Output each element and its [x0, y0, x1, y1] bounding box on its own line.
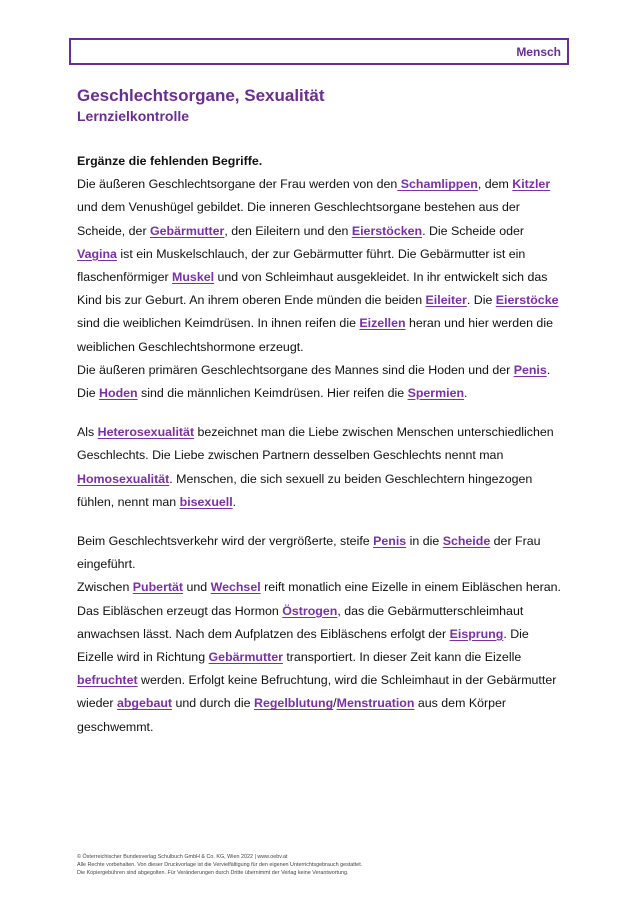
paragraph-text: und	[183, 580, 211, 595]
worksheet-content	[77, 150, 567, 739]
page-title: Geschlechtsorgane, Sexualität	[77, 86, 325, 105]
paragraph-text: Zwischen	[77, 580, 133, 595]
answer-term: Regelblutung	[254, 696, 334, 711]
answer-term: Muskel	[172, 270, 215, 285]
footer-line: Alle Rechte vorbehalten. Von dieser Druckvorlage ist die Vervielfältigung für den eigenen Unterrichtsgebrauch gestattet.	[77, 862, 363, 868]
answer-term: Wechsel	[210, 580, 261, 595]
answer-term: Penis	[513, 362, 547, 377]
paragraph-text: reift monatlich eine Eizelle in einem Eibläschen heran. Das Eibläschen erzeugt das Hormon	[77, 580, 561, 618]
section-label: Mensch	[516, 45, 561, 59]
paragraph-text: Die äußeren Geschlechtsorgane der Frau werden von den	[77, 177, 398, 192]
paragraphs	[77, 173, 567, 739]
page-subtitle: Lernzielkontrolle	[77, 108, 190, 124]
footer-line: Die Kopiergebühren sind abgegolten. Für Veränderungen durch Dritte übernimmt der Verlag keine Verantwortung.	[77, 870, 349, 876]
answer-term: Vagina	[77, 246, 117, 261]
paragraph-text: bezeichnet man die Liebe zwischen Menschen unterschiedlichen Geschlechts. Die Liebe zwischen Partnern desselben Geschlechts nennt man	[77, 425, 554, 463]
paragraph-text: und durch die	[172, 696, 255, 711]
paragraph-text: und von Schleimhaut ausgekleidet. In ihr entwickelt sich das Kind bis zur Geburt. An ihrem oberen Ende münden die beiden	[77, 270, 548, 308]
answer-term: bisexuell	[179, 494, 233, 509]
paragraph-text: . Menschen, die sich sexuell zu beiden Geschlechtern hingezogen fühlen, nennt man	[77, 471, 533, 509]
paragraph-text: sind die weiblichen Keimdrüsen. In ihnen reifen die	[77, 316, 360, 331]
answer-term: abgebaut	[116, 696, 173, 711]
paragraph-text: . Die Scheide oder	[422, 223, 525, 238]
paragraph-text: heran und hier werden die weiblichen Geschlechtshormone erzeugt.	[77, 316, 553, 354]
paragraph-text: . Die Eizelle wird in Richtung	[77, 626, 529, 665]
paragraph-text: sind die männlichen Keimdrüsen. Hier reifen die	[137, 386, 408, 401]
footer	[77, 853, 362, 877]
paragraph-text: . Die	[77, 362, 551, 401]
paragraph-text: /	[333, 696, 337, 711]
paragraph-text: der Frau eingeführt.	[77, 534, 541, 572]
paragraph-gap	[77, 405, 567, 421]
paragraph-text: transportiert. In dieser Zeit kann die Eizelle	[282, 650, 522, 665]
paragraph	[77, 173, 567, 359]
paragraph-text: Die äußeren primären Geschlechtsorgane des Mannes sind die Hoden und der	[77, 362, 514, 377]
answer-term: Homosexualität	[77, 471, 170, 486]
answer-term: Pubertät	[132, 580, 184, 595]
footer-line: © Österreichischer Bundesverlag Schulbuch GmbH & Co. KG, Wien 2022 | www.oebv.at	[77, 854, 288, 860]
answer-term: Eileiter	[425, 293, 467, 308]
paragraph-text: Beim Geschlechtsverkehr wird der vergrößerte, steife	[77, 534, 374, 549]
paragraph-text: , den Eileitern und den	[224, 223, 352, 238]
answer-term: Eisprung	[449, 626, 504, 641]
answer-term: Scheide	[442, 534, 491, 549]
paragraph-text: ist ein Muskelschlauch, der zur Gebärmutter führt. Die Gebärmutter ist ein flaschenförmiger	[77, 246, 526, 285]
paragraph-text: in die	[406, 534, 443, 549]
paragraph-text: und dem Venushügel gebildet. Die inneren Geschlechtsorgane bestehen aus der Scheide, der	[77, 200, 520, 238]
answer-term: Kitzler	[512, 177, 551, 192]
header-box	[69, 38, 569, 65]
answer-term: Penis	[373, 534, 407, 549]
answer-term: Gebärmutter	[208, 650, 283, 665]
answer-term: Eizellen	[359, 316, 406, 331]
paragraph	[77, 576, 567, 738]
answer-term: befruchtet	[77, 673, 138, 688]
answer-term: Spermien	[407, 386, 465, 401]
answer-term: Eierstöcke	[495, 293, 559, 308]
answer-term: Menstruation	[336, 696, 415, 711]
paragraph-text: werden. Erfolgt keine Befruchtung, wird die Schleimhaut in der Gebärmutter wieder	[77, 673, 557, 711]
answer-term: Eierstöcken	[351, 223, 423, 238]
paragraph-text: aus dem Körper geschwemmt.	[77, 696, 507, 734]
paragraph-text: . Die	[466, 293, 496, 308]
paragraph-text: , das die Gebärmutterschleimhaut anwachsen lässt. Nach dem Aufplatzen des Eibläschens erfolgt der	[77, 603, 524, 641]
paragraph-text: Als	[77, 425, 98, 440]
paragraph-text: .	[464, 386, 468, 401]
instruction: Ergänze die fehlenden Begriffe.	[77, 154, 263, 168]
answer-term: Gebärmutter	[150, 223, 225, 238]
paragraph-text: , dem	[477, 177, 513, 192]
answer-term: Schamlippen	[397, 177, 478, 192]
paragraph	[77, 359, 567, 405]
paragraph-gap	[77, 514, 567, 530]
paragraph	[77, 421, 567, 514]
paragraph	[77, 530, 567, 576]
answer-term: Östrogen	[282, 603, 338, 618]
paragraph-text: .	[232, 494, 237, 509]
answer-term: Heterosexualität	[97, 425, 195, 440]
answer-term: Hoden	[99, 386, 138, 401]
